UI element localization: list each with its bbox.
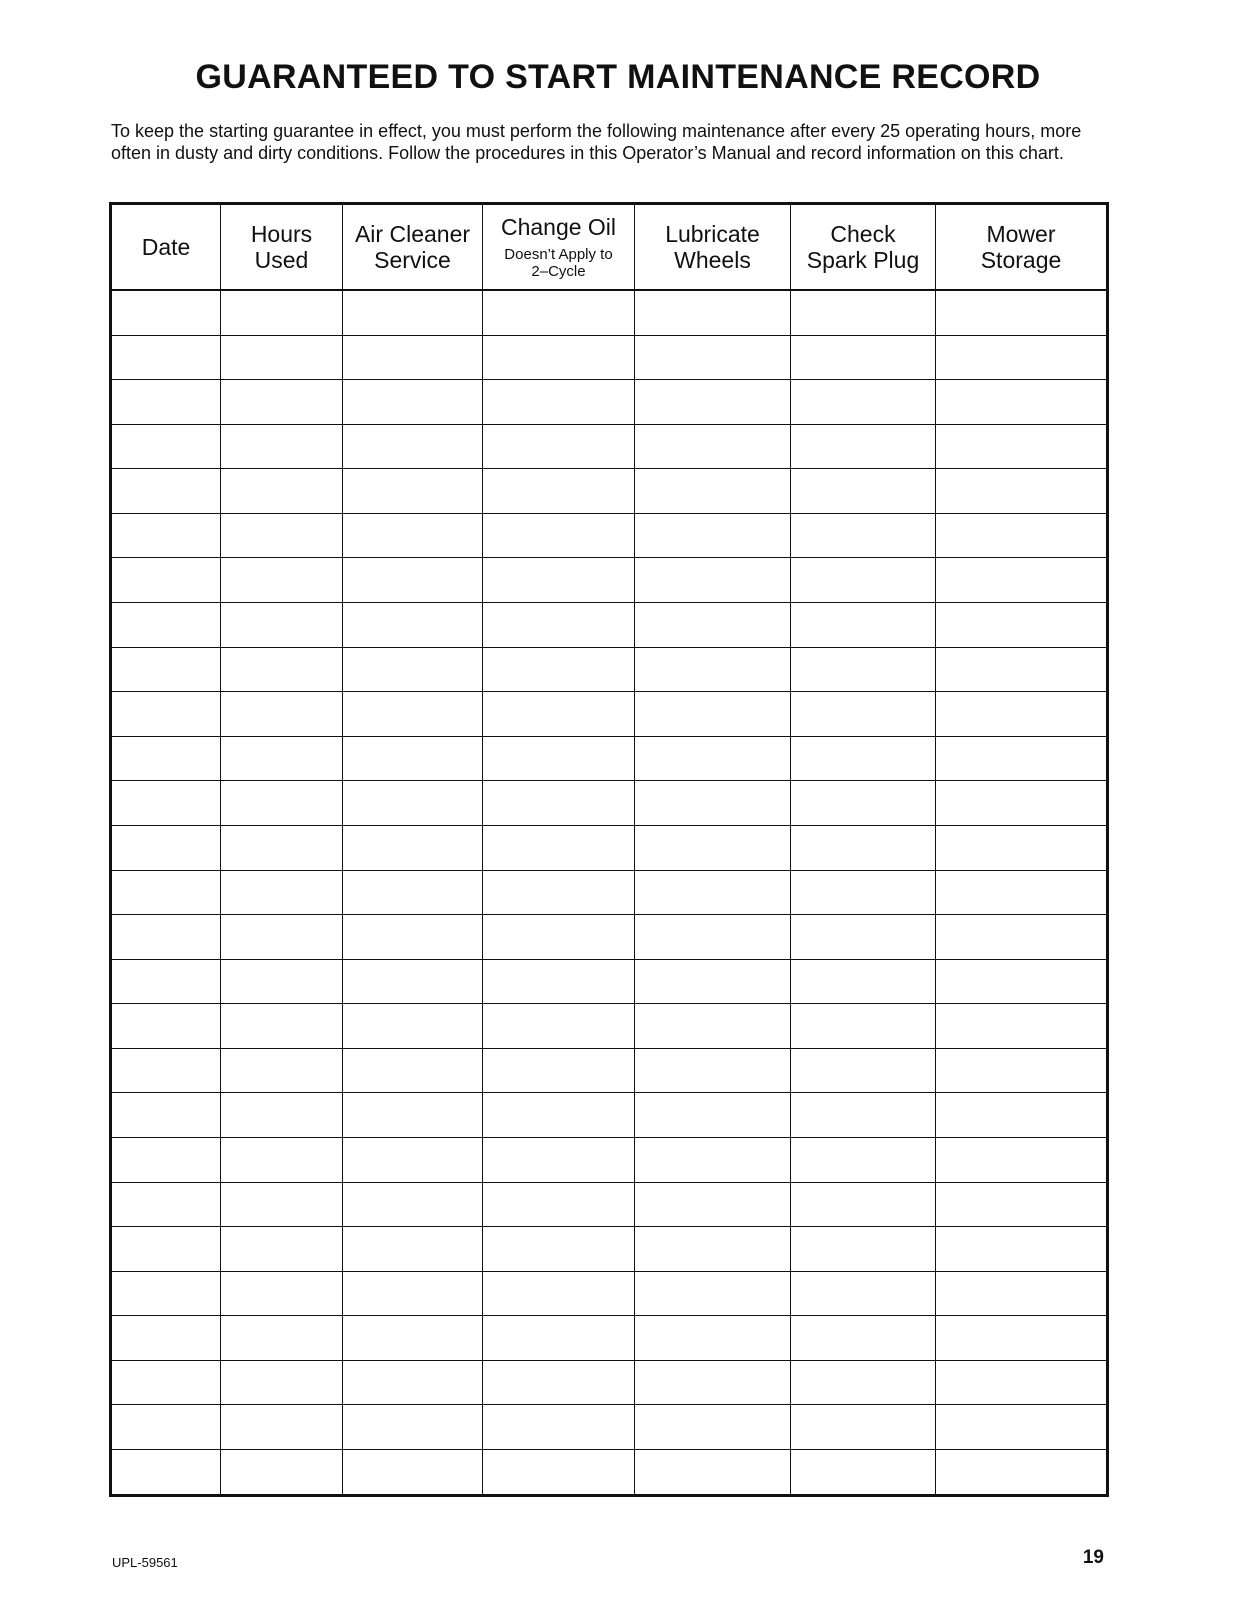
record-cell[interactable]	[791, 915, 936, 960]
record-cell[interactable]	[635, 1271, 791, 1316]
table-row	[111, 1138, 1108, 1183]
record-cell[interactable]	[483, 1138, 635, 1183]
record-cell[interactable]	[111, 335, 221, 380]
record-cell[interactable]	[936, 380, 1108, 425]
record-cell[interactable]	[791, 1182, 936, 1227]
record-cell[interactable]	[343, 736, 483, 781]
record-cell[interactable]	[111, 558, 221, 603]
table-row	[111, 647, 1108, 692]
record-cell[interactable]	[221, 1316, 343, 1361]
record-cell[interactable]	[936, 424, 1108, 469]
record-cell[interactable]	[111, 380, 221, 425]
record-cell[interactable]	[635, 781, 791, 826]
record-cell[interactable]	[483, 424, 635, 469]
record-cell[interactable]	[483, 1316, 635, 1361]
record-cell[interactable]	[111, 781, 221, 826]
record-cell[interactable]	[791, 1227, 936, 1272]
record-cell[interactable]	[635, 513, 791, 558]
record-cell[interactable]	[111, 1450, 221, 1496]
table-row	[111, 1182, 1108, 1227]
record-cell[interactable]	[483, 380, 635, 425]
table-row	[111, 1093, 1108, 1138]
record-cell[interactable]	[936, 781, 1108, 826]
record-cell[interactable]	[936, 692, 1108, 737]
record-cell[interactable]	[111, 1048, 221, 1093]
record-cell[interactable]	[483, 781, 635, 826]
record-cell[interactable]	[343, 1048, 483, 1093]
header-row	[111, 204, 1108, 291]
record-cell[interactable]	[483, 647, 635, 692]
record-cell[interactable]	[635, 290, 791, 335]
record-cell[interactable]	[483, 1182, 635, 1227]
record-cell[interactable]	[936, 1227, 1108, 1272]
record-cell[interactable]	[343, 870, 483, 915]
record-cell[interactable]	[791, 870, 936, 915]
col-header-label: Air Cleaner Service	[354, 221, 471, 273]
record-cell[interactable]	[221, 1405, 343, 1450]
record-cell[interactable]	[343, 469, 483, 514]
table-row	[111, 1004, 1108, 1049]
intro-paragraph: To keep the starting guarantee in effect, you must perform the following maintenance after every 25 operating hours, more often in dusty and dirty conditions. Follow the procedures in this Operator’s Manual and record information on this chart.	[111, 121, 1082, 163]
record-cell[interactable]	[221, 603, 343, 648]
table-row	[111, 1360, 1108, 1405]
table-row	[111, 290, 1108, 335]
col-header-label: Mower Storage	[980, 221, 1062, 273]
record-cell[interactable]	[221, 1004, 343, 1049]
record-cell[interactable]	[111, 959, 221, 1004]
record-cell[interactable]	[343, 603, 483, 648]
record-cell[interactable]	[635, 959, 791, 1004]
record-cell[interactable]	[111, 736, 221, 781]
col-header-label: Change Oil	[500, 214, 617, 240]
record-cell[interactable]	[936, 558, 1108, 603]
record-cell[interactable]	[936, 1048, 1108, 1093]
record-cell[interactable]	[483, 915, 635, 960]
record-cell[interactable]	[343, 1227, 483, 1272]
record-cell[interactable]	[936, 290, 1108, 335]
record-cell[interactable]	[936, 469, 1108, 514]
record-cell[interactable]	[483, 1450, 635, 1496]
record-cell[interactable]	[221, 1360, 343, 1405]
record-rows	[111, 290, 1108, 1496]
record-cell[interactable]	[635, 1093, 791, 1138]
table-row	[111, 781, 1108, 826]
record-cell[interactable]	[111, 692, 221, 737]
table-row	[111, 424, 1108, 469]
record-cell[interactable]	[635, 1360, 791, 1405]
record-cell[interactable]	[343, 1093, 483, 1138]
record-cell[interactable]	[343, 959, 483, 1004]
record-cell[interactable]	[343, 335, 483, 380]
record-cell[interactable]	[791, 1048, 936, 1093]
record-cell[interactable]	[111, 1405, 221, 1450]
record-cell[interactable]	[483, 1271, 635, 1316]
table-row	[111, 335, 1108, 380]
record-cell[interactable]	[221, 781, 343, 826]
record-cell[interactable]	[483, 558, 635, 603]
record-cell[interactable]	[343, 781, 483, 826]
table-row	[111, 1227, 1108, 1272]
record-cell[interactable]	[791, 1093, 936, 1138]
record-cell[interactable]	[343, 1271, 483, 1316]
record-cell[interactable]	[483, 1093, 635, 1138]
col-header-air-cleaner-service	[343, 204, 483, 291]
record-cell[interactable]	[635, 915, 791, 960]
record-cell[interactable]	[635, 1316, 791, 1361]
record-cell[interactable]	[221, 825, 343, 870]
record-cell[interactable]	[111, 603, 221, 648]
col-header-label: Date	[141, 234, 191, 260]
record-cell[interactable]	[791, 825, 936, 870]
record-cell[interactable]	[635, 1405, 791, 1450]
record-cell[interactable]	[936, 1316, 1108, 1361]
record-cell[interactable]	[791, 959, 936, 1004]
record-cell[interactable]	[936, 1271, 1108, 1316]
record-cell[interactable]	[343, 1316, 483, 1361]
col-header-date	[111, 204, 221, 291]
record-cell[interactable]	[111, 1360, 221, 1405]
table-row	[111, 825, 1108, 870]
record-cell[interactable]	[221, 1048, 343, 1093]
table-row	[111, 959, 1108, 1004]
table-row	[111, 1316, 1108, 1361]
record-cell[interactable]	[483, 335, 635, 380]
record-cell[interactable]	[635, 1227, 791, 1272]
record-cell[interactable]	[221, 424, 343, 469]
record-cell[interactable]	[483, 1227, 635, 1272]
record-cell[interactable]	[936, 647, 1108, 692]
record-cell[interactable]	[483, 825, 635, 870]
record-cell[interactable]	[221, 1450, 343, 1496]
record-cell[interactable]	[343, 1182, 483, 1227]
record-cell[interactable]	[111, 1004, 221, 1049]
record-cell[interactable]	[343, 915, 483, 960]
record-cell[interactable]	[635, 736, 791, 781]
record-cell[interactable]	[635, 870, 791, 915]
table-row	[111, 870, 1108, 915]
col-header-lubricate-wheels	[635, 204, 791, 291]
record-cell[interactable]	[221, 1271, 343, 1316]
col-header-label: Check Spark Plug	[806, 221, 920, 273]
col-header-mower-storage	[936, 204, 1108, 291]
record-cell[interactable]	[343, 558, 483, 603]
table-row	[111, 1450, 1108, 1496]
record-cell[interactable]	[111, 1138, 221, 1183]
record-cell[interactable]	[936, 513, 1108, 558]
record-cell[interactable]	[936, 1405, 1108, 1450]
record-cell[interactable]	[791, 290, 936, 335]
record-cell[interactable]	[635, 469, 791, 514]
record-cell[interactable]	[343, 513, 483, 558]
record-cell[interactable]	[791, 1004, 936, 1049]
record-cell[interactable]	[221, 558, 343, 603]
table-row	[111, 380, 1108, 425]
record-cell[interactable]	[791, 1138, 936, 1183]
record-cell[interactable]	[483, 469, 635, 514]
record-cell[interactable]	[221, 513, 343, 558]
record-cell[interactable]	[791, 1271, 936, 1316]
record-cell[interactable]	[936, 1004, 1108, 1049]
record-cell[interactable]	[221, 959, 343, 1004]
record-cell[interactable]	[221, 870, 343, 915]
record-cell[interactable]	[483, 1405, 635, 1450]
record-cell[interactable]	[936, 959, 1108, 1004]
record-cell[interactable]	[111, 513, 221, 558]
record-cell[interactable]	[635, 1450, 791, 1496]
record-cell[interactable]	[483, 1360, 635, 1405]
record-cell[interactable]	[111, 424, 221, 469]
record-cell[interactable]	[635, 1182, 791, 1227]
record-cell[interactable]	[791, 736, 936, 781]
record-cell[interactable]	[221, 1138, 343, 1183]
record-cell[interactable]	[111, 825, 221, 870]
record-cell[interactable]	[343, 1138, 483, 1183]
record-cell[interactable]	[483, 959, 635, 1004]
record-cell[interactable]	[936, 1093, 1108, 1138]
record-cell[interactable]	[791, 380, 936, 425]
record-cell[interactable]	[111, 647, 221, 692]
col-header-check-spark-plug	[791, 204, 936, 291]
record-cell[interactable]	[635, 1138, 791, 1183]
record-cell[interactable]	[791, 558, 936, 603]
record-cell[interactable]	[635, 647, 791, 692]
record-cell[interactable]	[483, 290, 635, 335]
record-cell[interactable]	[936, 603, 1108, 648]
record-cell[interactable]	[635, 1004, 791, 1049]
table-row	[111, 558, 1108, 603]
record-cell[interactable]	[635, 424, 791, 469]
record-cell[interactable]	[221, 469, 343, 514]
record-cell[interactable]	[343, 290, 483, 335]
record-cell[interactable]	[343, 424, 483, 469]
record-cell[interactable]	[111, 1227, 221, 1272]
table-row	[111, 692, 1108, 737]
col-header-hours-used	[221, 204, 343, 291]
record-cell[interactable]	[343, 1450, 483, 1496]
page-title: GUARANTEED TO START MAINTENANCE RECORD	[195, 58, 1041, 96]
record-cell[interactable]	[791, 469, 936, 514]
record-cell[interactable]	[635, 692, 791, 737]
record-cell[interactable]	[635, 603, 791, 648]
page-number: 19	[1082, 1547, 1104, 1568]
record-cell[interactable]	[635, 1048, 791, 1093]
record-cell[interactable]	[635, 558, 791, 603]
record-cell[interactable]	[221, 1093, 343, 1138]
table-row	[111, 736, 1108, 781]
col-header-label: Lubricate Wheels	[665, 221, 760, 273]
record-cell[interactable]	[791, 781, 936, 826]
record-cell[interactable]	[483, 513, 635, 558]
record-cell[interactable]	[791, 647, 936, 692]
record-cell[interactable]	[111, 1316, 221, 1361]
record-cell[interactable]	[343, 380, 483, 425]
record-cell[interactable]	[343, 692, 483, 737]
table-row	[111, 1271, 1108, 1316]
record-cell[interactable]	[221, 1227, 343, 1272]
document-code: UPL-59561	[112, 1555, 178, 1570]
table-row	[111, 469, 1108, 514]
record-cell[interactable]	[635, 335, 791, 380]
col-header-note: Doesn’t Apply to 2–Cycle	[504, 246, 613, 280]
table-row	[111, 603, 1108, 648]
table-row	[111, 915, 1108, 960]
record-cell[interactable]	[111, 290, 221, 335]
record-cell[interactable]	[635, 825, 791, 870]
col-header-change-oil	[483, 204, 635, 291]
record-cell[interactable]	[635, 380, 791, 425]
record-cell[interactable]	[483, 1048, 635, 1093]
record-cell[interactable]	[483, 870, 635, 915]
record-cell[interactable]	[343, 647, 483, 692]
record-cell[interactable]	[791, 424, 936, 469]
record-cell[interactable]	[221, 915, 343, 960]
record-cell[interactable]	[343, 1004, 483, 1049]
record-cell[interactable]	[221, 647, 343, 692]
record-cell[interactable]	[343, 1360, 483, 1405]
record-cell[interactable]	[791, 603, 936, 648]
record-cell[interactable]	[791, 1360, 936, 1405]
record-cell[interactable]	[111, 870, 221, 915]
record-cell[interactable]	[221, 736, 343, 781]
record-cell[interactable]	[221, 380, 343, 425]
record-cell[interactable]	[791, 335, 936, 380]
record-cell[interactable]	[936, 1450, 1108, 1496]
record-cell[interactable]	[791, 1316, 936, 1361]
record-cell[interactable]	[791, 1405, 936, 1450]
record-cell[interactable]	[111, 469, 221, 514]
table-row	[111, 513, 1108, 558]
maintenance-record-table	[109, 202, 1109, 1497]
record-cell[interactable]	[791, 692, 936, 737]
record-cell[interactable]	[936, 1360, 1108, 1405]
record-cell[interactable]	[221, 692, 343, 737]
record-cell[interactable]	[936, 1138, 1108, 1183]
table-row	[111, 1405, 1108, 1450]
record-cell[interactable]	[221, 290, 343, 335]
record-cell[interactable]	[483, 603, 635, 648]
table-row	[111, 1048, 1108, 1093]
record-cell[interactable]	[343, 1405, 483, 1450]
record-cell[interactable]	[111, 1182, 221, 1227]
record-cell[interactable]	[936, 825, 1108, 870]
record-cell[interactable]	[483, 736, 635, 781]
record-cell[interactable]	[936, 335, 1108, 380]
record-cell[interactable]	[221, 1182, 343, 1227]
record-cell[interactable]	[791, 1450, 936, 1496]
record-cell[interactable]	[936, 736, 1108, 781]
col-header-label: Hours Used	[250, 221, 313, 273]
record-cell[interactable]	[936, 1182, 1108, 1227]
record-cell[interactable]	[483, 1004, 635, 1049]
record-cell[interactable]	[343, 825, 483, 870]
record-cell[interactable]	[221, 335, 343, 380]
record-cell[interactable]	[791, 513, 936, 558]
record-cell[interactable]	[936, 915, 1108, 960]
record-cell[interactable]	[936, 870, 1108, 915]
record-cell[interactable]	[483, 692, 635, 737]
record-cell[interactable]	[111, 1093, 221, 1138]
record-cell[interactable]	[111, 1271, 221, 1316]
record-cell[interactable]	[111, 915, 221, 960]
